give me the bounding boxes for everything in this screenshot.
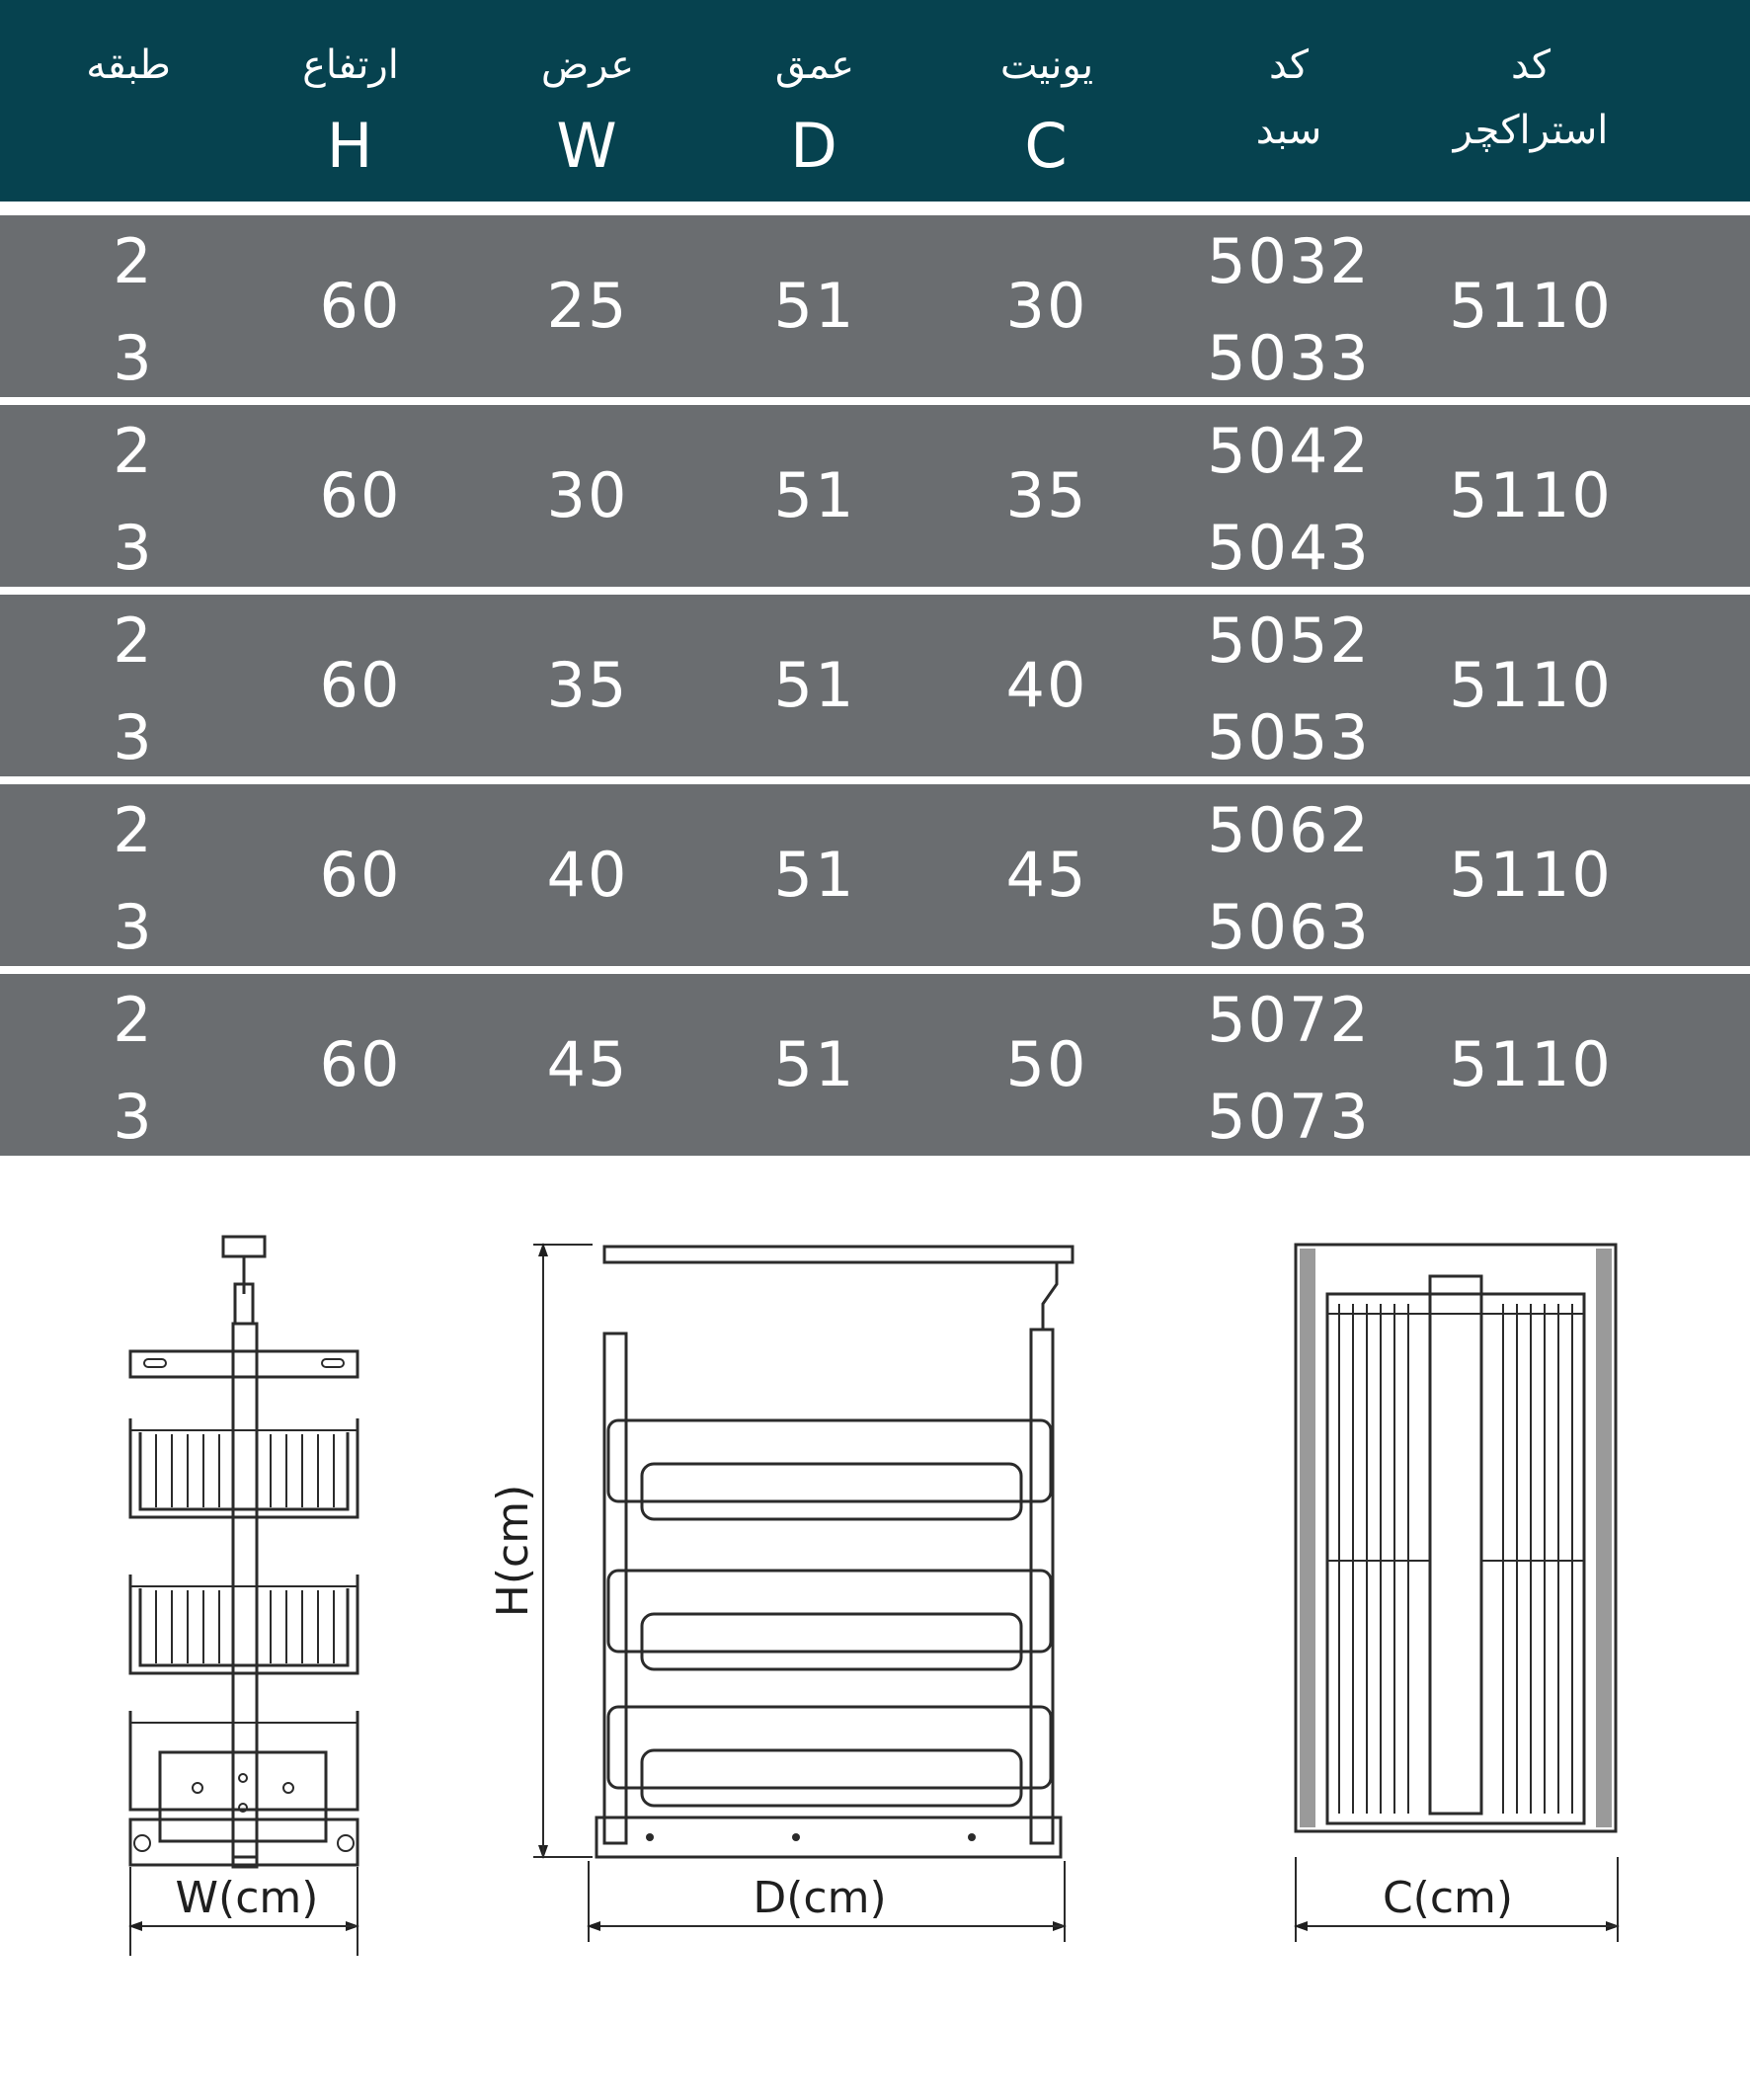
header-structure-code-line2: استراکچر	[1453, 108, 1609, 153]
header-unit-label: یونیت	[999, 42, 1094, 88]
top-view-grid	[1327, 1304, 1584, 1814]
header-depth-label: عمق	[774, 42, 855, 88]
structure-code: 5110	[1449, 839, 1613, 911]
depth-value: 51	[773, 1028, 856, 1100]
w-dimension-label: W(cm)	[175, 1873, 319, 1923]
structure-code: 5110	[1449, 270, 1613, 342]
unit-value: 35	[1005, 459, 1088, 531]
basket-code-b: 5063	[1207, 891, 1371, 963]
depth-value: 51	[773, 459, 856, 531]
header-structure-code-line1: کد	[1510, 42, 1551, 88]
header-shelf-label: طبقه	[86, 42, 171, 88]
shelf-value-b: 3	[113, 322, 154, 394]
depth-value: 51	[773, 839, 856, 911]
depth-value: 51	[773, 270, 856, 342]
depth-value: 51	[773, 649, 856, 721]
header-width-symbol: W	[556, 110, 619, 182]
shelf-value-b: 3	[113, 891, 154, 963]
header-height-symbol: H	[326, 110, 375, 182]
height-value: 60	[319, 1028, 402, 1100]
front-view-drawing	[533, 1245, 1073, 1942]
d-dimension-label: D(cm)	[753, 1873, 887, 1923]
header-width-label: عرض	[540, 42, 635, 88]
width-value: 25	[546, 270, 629, 342]
basket-code-a: 5072	[1207, 984, 1371, 1056]
structure-code: 5110	[1449, 459, 1613, 531]
header-depth-symbol: D	[790, 110, 839, 182]
header-basket-code-line2: سبد	[1255, 108, 1322, 153]
h-dimension-label: H(cm)	[488, 1484, 538, 1618]
basket-code-b: 5033	[1207, 322, 1371, 394]
header-basket-code-line1: کد	[1268, 42, 1310, 88]
width-value: 40	[546, 839, 629, 911]
basket-code-a: 5032	[1207, 225, 1371, 297]
basket-code-b: 5043	[1207, 512, 1371, 584]
height-value: 60	[319, 839, 402, 911]
height-value: 60	[319, 459, 402, 531]
unit-value: 30	[1005, 270, 1088, 342]
unit-value: 45	[1005, 839, 1088, 911]
height-value: 60	[319, 649, 402, 721]
width-value: 35	[546, 649, 629, 721]
unit-value: 40	[1005, 649, 1088, 721]
header-height-label: ارتفاع	[302, 42, 399, 88]
side-basket-3	[130, 1711, 358, 1810]
basket-code-a: 5062	[1207, 794, 1371, 866]
basket-code-a: 5052	[1207, 605, 1371, 677]
shelf-value-a: 2	[113, 225, 154, 297]
shelf-value-b: 3	[113, 1081, 154, 1153]
side-view-drawing	[130, 1237, 358, 1956]
c-dimension-label: C(cm)	[1382, 1873, 1514, 1923]
shelf-value-a: 2	[113, 415, 154, 487]
header-unit-symbol: C	[1024, 110, 1070, 182]
shelf-value-b: 3	[113, 701, 154, 773]
structure-code: 5110	[1449, 649, 1613, 721]
side-basket-1	[130, 1418, 358, 1517]
shelf-value-a: 2	[113, 984, 154, 1056]
height-value: 60	[319, 270, 402, 342]
top-view-drawing	[1296, 1245, 1618, 1942]
shelf-value-b: 3	[113, 512, 154, 584]
side-basket-2	[130, 1575, 358, 1673]
width-value: 45	[546, 1028, 629, 1100]
structure-code: 5110	[1449, 1028, 1613, 1100]
unit-value: 50	[1005, 1028, 1088, 1100]
basket-code-b: 5073	[1207, 1081, 1371, 1153]
width-value: 30	[546, 459, 629, 531]
basket-code-a: 5042	[1207, 415, 1371, 487]
basket-code-b: 5053	[1207, 701, 1371, 773]
shelf-value-a: 2	[113, 794, 154, 866]
shelf-value-a: 2	[113, 605, 154, 677]
